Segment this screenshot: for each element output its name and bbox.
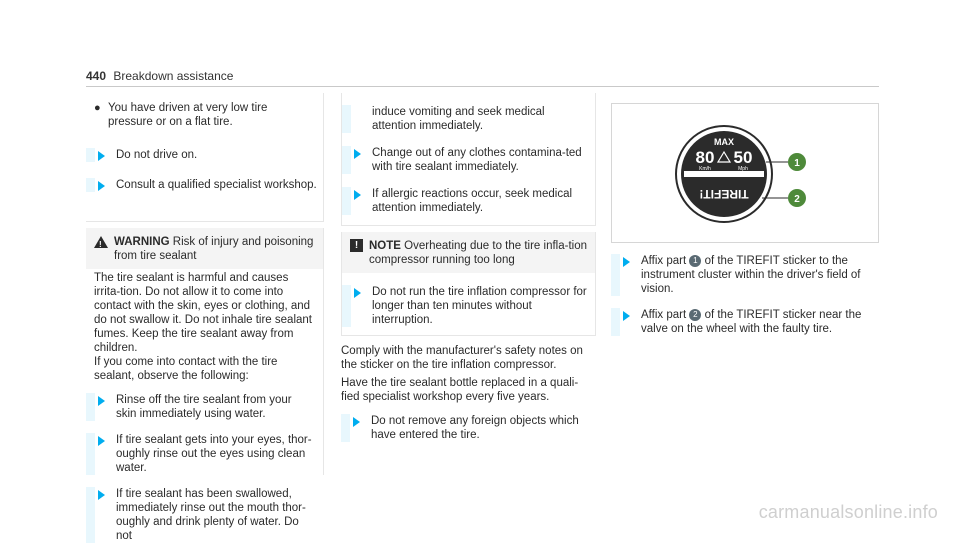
part-number-badge: 2 (689, 309, 701, 321)
note-title: Overheating due to the tire infla-tion compressor running too long (369, 240, 587, 266)
paragraph: Comply with the manufacturer's safety notes on the sticker on the tire inflation compressor. (341, 345, 583, 371)
callout-2-label: 2 (794, 194, 800, 205)
step-item (342, 187, 595, 215)
arrow-icon (354, 288, 361, 298)
step-item (342, 146, 595, 174)
warning-paragraph: The tire sealant is harmful and causes irrita-tion. Do not allow it to come into contact with the skin, eyes or clothing, and do not swallow it. Do not inhale tire sealant fumes. Keep the tire sealant away from children. (94, 272, 312, 354)
page-number: 440 (86, 69, 107, 83)
step-item (86, 178, 323, 192)
watermark-footer: carmanualsonline.info (758, 502, 938, 522)
note-icon: ! (350, 239, 363, 252)
bullet-text: You have driven at very low tire pressure or on a flat tire. (108, 102, 268, 128)
step-item (86, 433, 323, 475)
arrow-icon (98, 436, 105, 446)
sticker-figure (611, 103, 879, 243)
step-item (86, 148, 323, 162)
step-text: Affix part 2 of the TIREFIT sticker near the valve on the wheel with the faulty tire. (641, 309, 862, 335)
column-2 (341, 93, 596, 442)
list-item: ● You have driven at very low tire pressure or on a flat tire. (86, 101, 323, 129)
arrow-icon (623, 311, 630, 321)
step-item (611, 308, 879, 336)
arrow-icon (98, 396, 105, 406)
part-number-badge: 1 (689, 255, 701, 267)
arrow-icon (623, 257, 630, 267)
column-3 (611, 93, 879, 336)
warning-title: Risk of injury and poisoning from tire sealant (114, 236, 314, 262)
step-text: induce vomiting and seek medical attention immediately. (372, 106, 545, 132)
note-label: NOTE (369, 240, 401, 252)
step-item (611, 254, 879, 296)
sticker-mph-unit: Mph (738, 166, 748, 172)
column-1 (86, 93, 324, 542)
step-text: Change out of any clothes contamina-ted with tire sealant immediately. (372, 147, 582, 173)
sticker-kmh-unit: Km/h (699, 166, 711, 172)
warning-paragraph: If you come into contact with the tire sealant, observe the following: (94, 356, 278, 382)
paragraph: Have the tire sealant bottle replaced in a quali-fied specialist workshop every five years. (341, 377, 579, 403)
header-rule (86, 86, 879, 87)
sticker-mph-value: 50 (733, 148, 753, 167)
step-continued (342, 105, 595, 133)
arrow-icon (98, 181, 105, 191)
section-title: Breakdown assistance (113, 69, 234, 83)
step-text: If allergic reactions occur, seek medical attention immediately. (372, 188, 573, 214)
warning-icon: ! (94, 236, 108, 248)
warning-box (86, 228, 324, 542)
step-text: Do not run the tire inflation compressor for longer than ten minutes without interruption. (372, 286, 587, 326)
arrow-icon (353, 417, 360, 427)
sticker-kmh-value: 80 (695, 148, 715, 167)
sticker-brand-text: TIREFIT! (699, 187, 749, 201)
step-item (86, 487, 323, 543)
sticker-max-label: MAX (714, 137, 734, 147)
step-text: Consult a qualified specialist workshop. (116, 179, 317, 191)
arrow-icon (98, 490, 105, 500)
step-item (341, 414, 596, 442)
note-box (341, 232, 596, 336)
arrow-icon (98, 151, 105, 161)
tirefit-sticker-illustration (612, 104, 878, 242)
arrow-icon (354, 149, 361, 159)
step-text: Affix part 1 of the TIREFIT sticker to the instrument cluster within the driver's field of vision. (641, 255, 861, 295)
step-text: If tire sealant gets into your eyes, thor-oughly rinse out the eyes using clean water. (116, 434, 312, 474)
step-text: Rinse off the tire sealant from your skin immediately using water. (116, 394, 292, 420)
warning-label: WARNING (114, 236, 170, 248)
callout-1-label: 1 (794, 158, 800, 169)
step-text: Do not drive on. (116, 149, 198, 161)
step-text: If tire sealant has been swallowed, immediately rinse out the mouth thor-oughly and drink plenty of water. Do not (116, 488, 306, 542)
page-header (86, 69, 233, 83)
arrow-icon (354, 190, 361, 200)
step-text: Do not remove any foreign objects which have entered the tire. (371, 415, 579, 441)
step-item (86, 393, 323, 421)
step-item (342, 285, 595, 327)
